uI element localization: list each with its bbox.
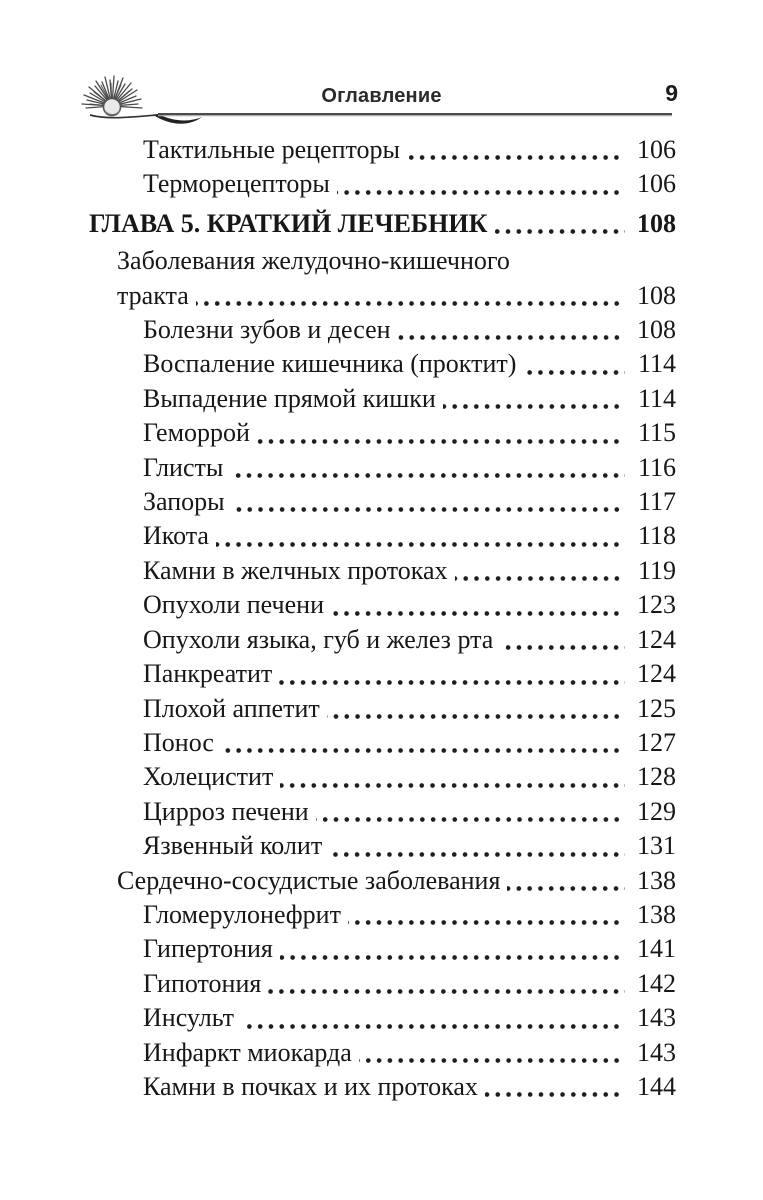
toc-entry-page: 108 <box>637 208 676 238</box>
dot-leader <box>327 714 625 719</box>
toc-entry[interactable] <box>70 244 676 278</box>
toc-entry-page: 143 <box>637 1037 676 1067</box>
toc-entry[interactable] <box>70 1070 676 1104</box>
toc-entry-title: Запоры <box>143 487 225 517</box>
dot-leader <box>280 955 625 960</box>
toc-entry-page: 117 <box>637 487 676 517</box>
dot-leader <box>337 190 625 195</box>
toc-entry[interactable] <box>70 347 676 381</box>
toc-entry-title: Болезни зубов и десен <box>143 315 391 345</box>
toc-entry[interactable] <box>70 1036 676 1070</box>
toc-entry-title: Гломерулонефрит <box>143 899 341 929</box>
toc-entry-title: Гипотония <box>143 968 262 998</box>
running-title: Оглавление <box>321 85 442 107</box>
toc-entry[interactable] <box>70 760 676 794</box>
toc-entry[interactable] <box>70 485 676 519</box>
dot-leader <box>485 1092 625 1097</box>
toc-entry[interactable] <box>70 657 676 691</box>
toc-entry[interactable] <box>70 864 676 898</box>
toc-entry-title: Сердечно-сосудистые заболевания <box>117 865 501 895</box>
toc-entry-page: 138 <box>637 865 676 895</box>
toc-entry-title: Опухоли печени <box>143 590 324 620</box>
toc-entry-page: 108 <box>637 280 676 310</box>
dot-leader <box>221 748 625 753</box>
dot-leader <box>280 783 625 788</box>
toc-entry-page: 124 <box>637 659 676 689</box>
dot-leader <box>329 852 625 857</box>
toc-entry-page: 114 <box>637 349 676 379</box>
toc-entry[interactable] <box>70 795 676 829</box>
toc-entry-page: 115 <box>637 418 676 448</box>
toc-entry[interactable] <box>70 416 676 450</box>
toc-entry-page: 106 <box>637 135 676 164</box>
toc-entry-page: 141 <box>637 934 676 964</box>
dot-leader <box>268 989 625 994</box>
toc-entry-page: 128 <box>637 762 676 792</box>
dot-leader <box>455 576 625 581</box>
toc-entry-page: 114 <box>637 383 676 413</box>
toc-entry[interactable] <box>70 692 676 726</box>
toc-entry[interactable] <box>70 313 676 347</box>
toc-entry-title: Камни в почках и их протоках <box>143 1071 478 1101</box>
toc-entry[interactable] <box>70 967 676 1001</box>
toc-entry-page: 106 <box>637 169 676 199</box>
toc-entry-title: Терморецепторы <box>143 169 330 199</box>
toc-entry-page: 118 <box>637 521 676 551</box>
toc-entry-title: Тактильные рецепторы <box>143 135 400 164</box>
dot-leader <box>331 611 625 616</box>
toc-chapter-entry[interactable] <box>70 207 676 241</box>
toc-entry-page: 116 <box>637 452 676 482</box>
toc-entry[interactable] <box>70 133 676 167</box>
toc-entry-page: 144 <box>637 1071 676 1101</box>
toc-entry-title: Выпадение прямой кишки <box>143 383 436 413</box>
dot-leader <box>241 1024 625 1029</box>
dot-leader <box>398 335 625 340</box>
toc-entry-page: 119 <box>637 555 676 585</box>
dot-leader <box>407 155 625 160</box>
toc-entry-page: 129 <box>637 796 676 826</box>
toc-entry[interactable] <box>70 451 676 485</box>
toc-entry[interactable] <box>70 1001 676 1035</box>
toc-entry-title: Холецистит <box>143 762 274 792</box>
toc-entry[interactable] <box>70 554 676 588</box>
toc-entry-title: Понос <box>143 727 214 757</box>
toc-entry[interactable] <box>70 623 676 657</box>
toc-entry-page: 123 <box>637 590 676 620</box>
toc-entry-title: Плохой аппетит <box>143 693 320 723</box>
toc-entry[interactable] <box>70 588 676 622</box>
dot-leader <box>230 473 625 478</box>
toc-entry[interactable] <box>70 167 676 201</box>
dot-leader <box>494 229 625 234</box>
toc-entry-page: 125 <box>637 693 676 723</box>
toc-entry-page: 131 <box>637 831 676 861</box>
toc-entry-title: Глисты <box>143 452 224 482</box>
toc-entry-title: тракта <box>117 280 189 310</box>
toc-entry-title: Цирроз печени <box>143 796 309 826</box>
toc-entry-title: Заболевания желудочно-кишечного <box>117 246 510 276</box>
toc-entry-page: 124 <box>637 624 676 654</box>
toc-entry-title: Икота <box>143 521 209 551</box>
dot-leader <box>316 817 625 822</box>
toc-entry-title: Панкреатит <box>143 659 273 689</box>
toc-entry-page: 143 <box>637 1003 676 1033</box>
toc-entry-title: ГЛАВА 5. КРАТКИЙ ЛЕЧЕБНИК <box>89 208 488 238</box>
dot-leader <box>257 439 625 444</box>
dot-leader <box>279 680 625 685</box>
toc-entry-title: Инфаркт миокарда <box>143 1037 352 1067</box>
toc-entry[interactable] <box>70 932 676 966</box>
toc-entry-page: 108 <box>637 315 676 345</box>
dot-leader <box>443 404 625 409</box>
toc-entry-page: 142 <box>637 968 676 998</box>
dot-leader <box>359 1058 625 1063</box>
toc-entry-title: Гипертония <box>143 934 273 964</box>
toc-entry-title: Инсульт <box>143 1003 234 1033</box>
toc-entry[interactable] <box>70 519 676 553</box>
dot-leader <box>348 920 625 925</box>
toc-entry-title: Камни в желчных протоках <box>143 555 448 585</box>
dot-leader <box>232 507 625 512</box>
toc-entry[interactable] <box>70 898 676 932</box>
page-number: 9 <box>665 80 678 106</box>
toc-entry-page: 138 <box>637 899 676 929</box>
toc-entry[interactable] <box>70 279 676 313</box>
dot-leader <box>196 301 625 306</box>
table-of-contents <box>0 133 763 1104</box>
dot-leader <box>500 645 625 650</box>
toc-entry-title: Опухоли языка, губ и желез рта <box>143 624 494 654</box>
toc-entry[interactable] <box>70 382 676 416</box>
toc-entry-page: 127 <box>637 727 676 757</box>
toc-entry[interactable] <box>70 829 676 863</box>
toc-entry[interactable] <box>70 726 676 760</box>
toc-entry-title: Воспаление кишечника (проктит) <box>143 349 517 379</box>
toc-entry-title: Геморрой <box>143 418 250 448</box>
dot-leader <box>507 886 625 891</box>
dot-leader <box>216 542 625 547</box>
dot-leader <box>523 370 625 375</box>
toc-entry-title: Язвенный колит <box>143 831 323 861</box>
